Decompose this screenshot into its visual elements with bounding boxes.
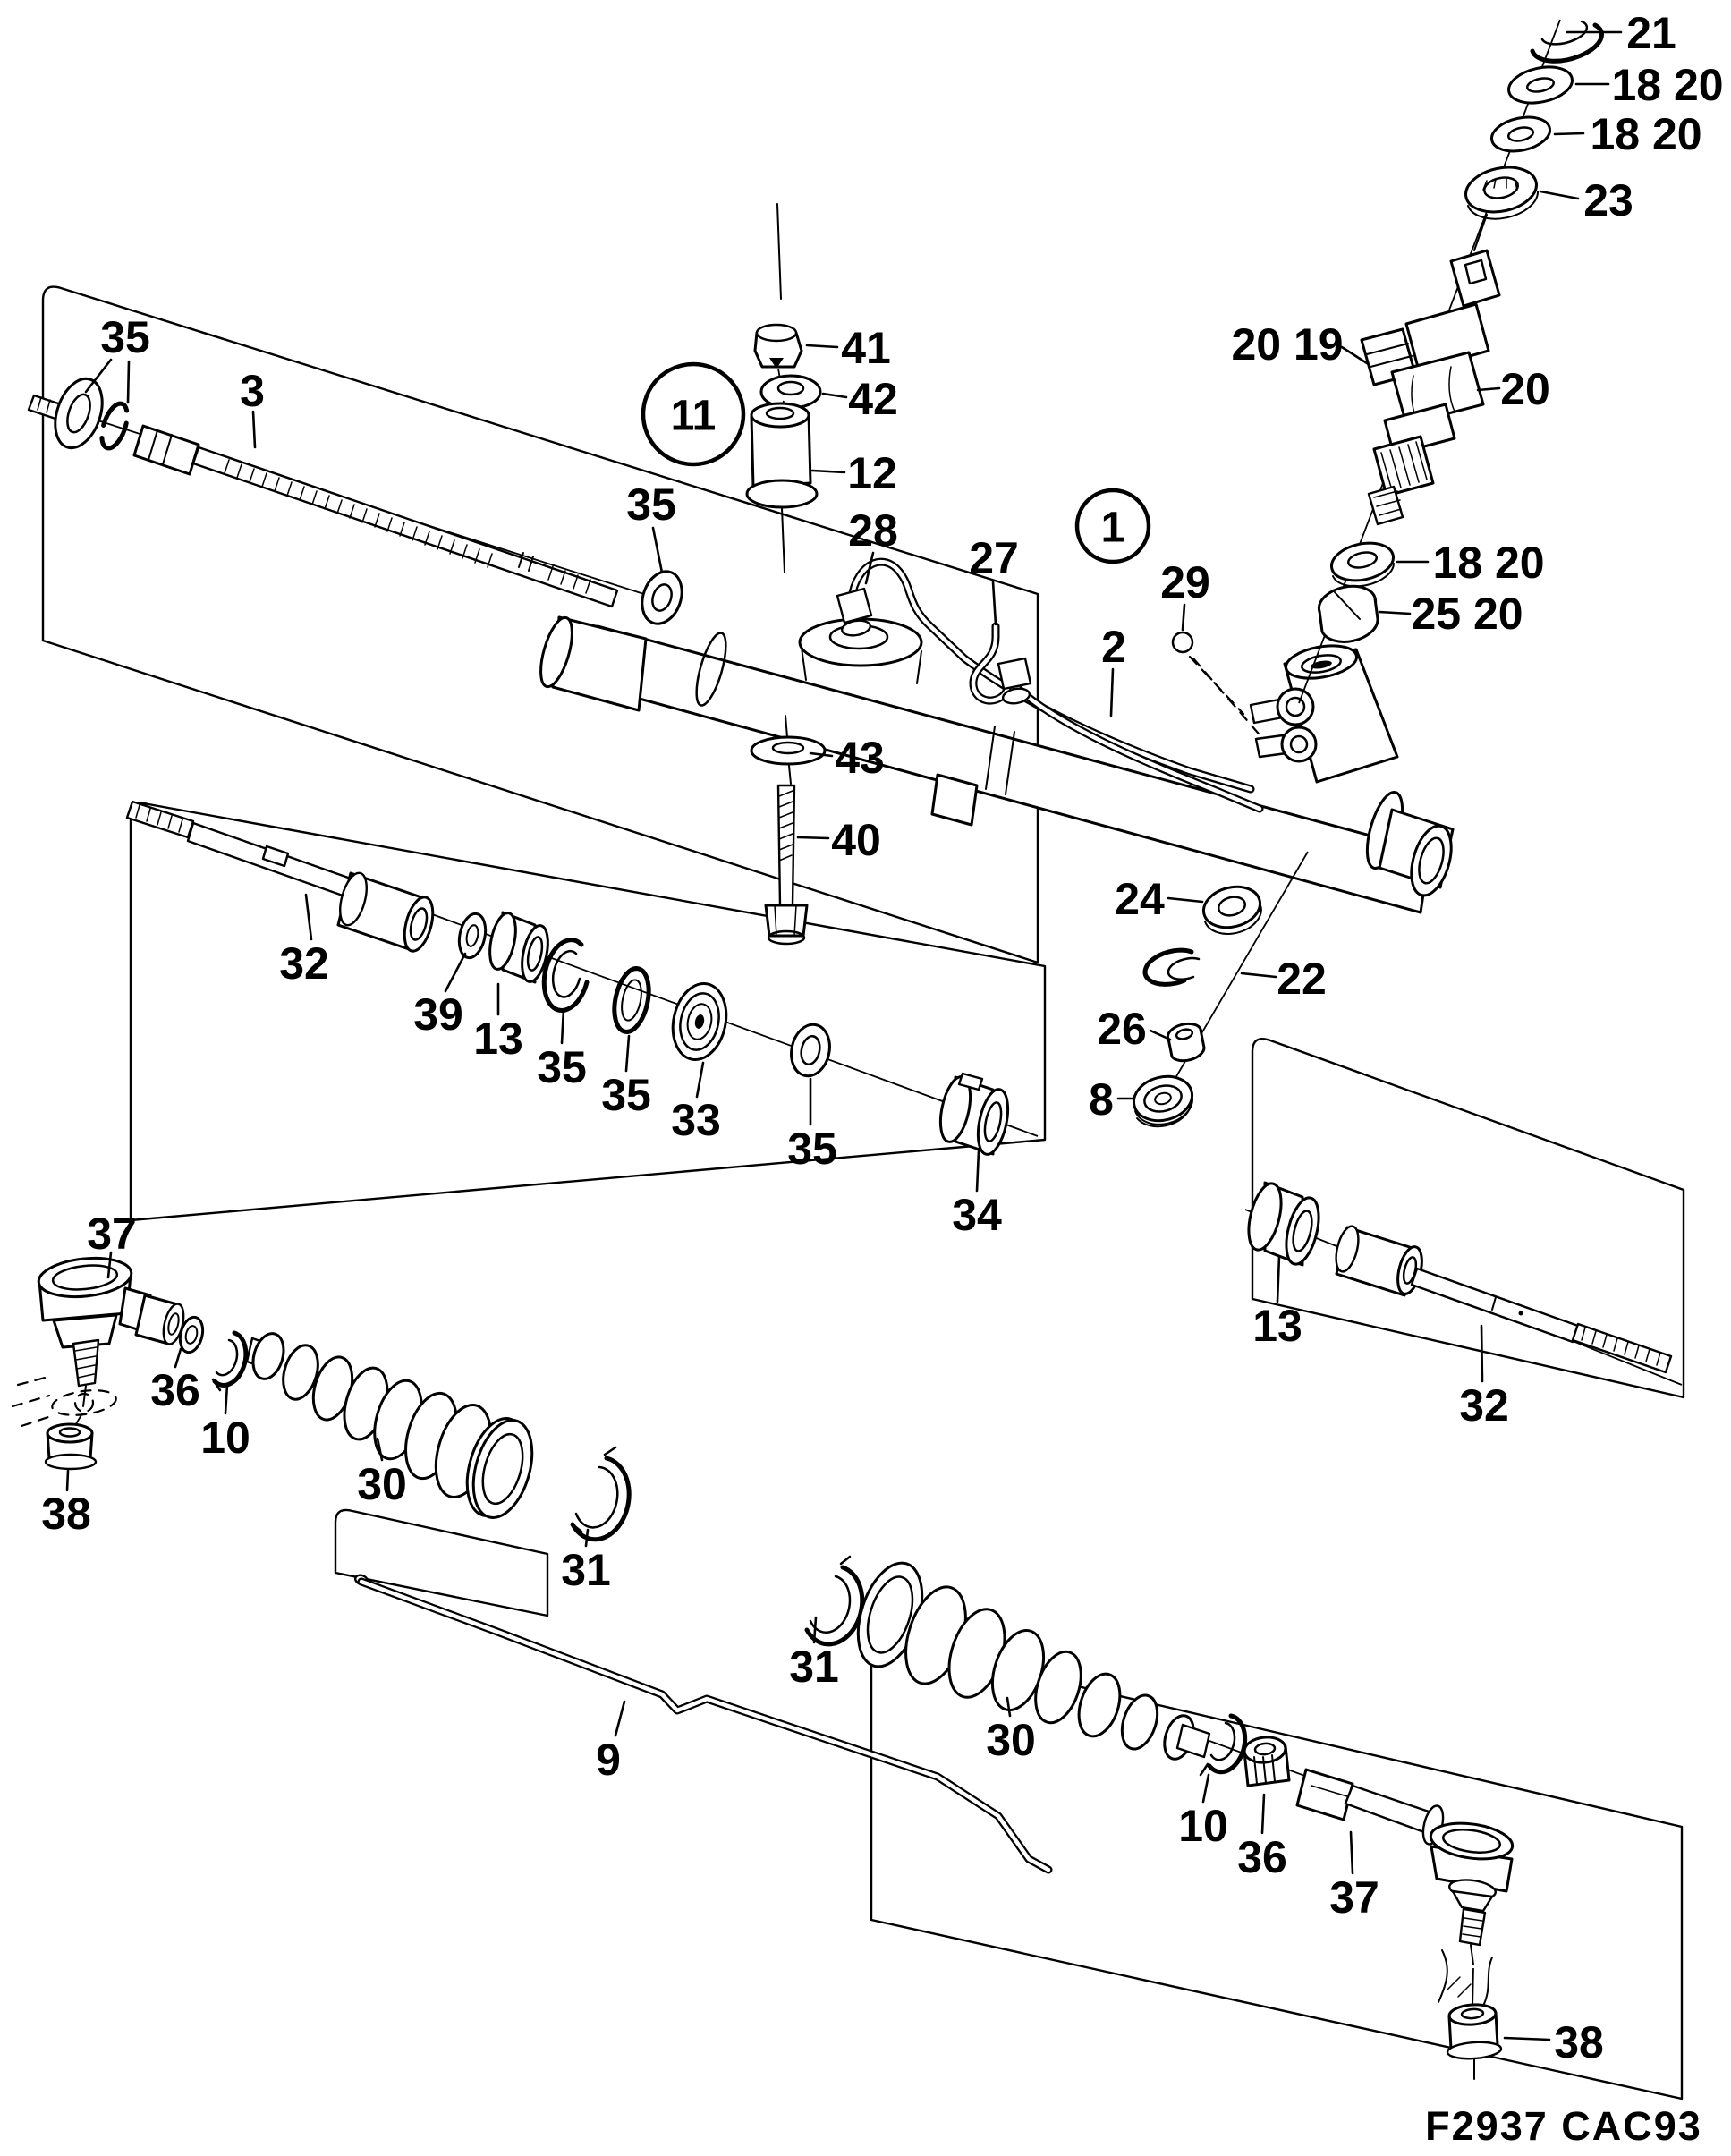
leader-36-44 bbox=[1262, 1795, 1264, 1833]
pipe-28-fitting bbox=[837, 589, 871, 623]
ref-29-ball bbox=[1173, 632, 1192, 652]
part-label-41-12: 41 bbox=[841, 323, 891, 373]
bushing-25-20 bbox=[1316, 581, 1379, 642]
part-label-10-36: 10 bbox=[200, 1413, 250, 1463]
leader-27-11 bbox=[993, 581, 996, 624]
part-label-36-35: 36 bbox=[150, 1365, 200, 1415]
bearing-24 bbox=[1200, 881, 1265, 934]
part-label-8-31: 8 bbox=[1089, 1074, 1114, 1125]
knuckle-break-right bbox=[1438, 1950, 1492, 2011]
leader-35-23 bbox=[562, 1009, 564, 1043]
nut-26 bbox=[1166, 1021, 1204, 1061]
seal-ring-35-e bbox=[786, 1021, 834, 1079]
leader-35-24 bbox=[626, 1036, 629, 1071]
inner-tie-rod-left bbox=[127, 802, 1038, 1157]
part-label-30-42: 30 bbox=[986, 1715, 1036, 1765]
part-label-2-9: 2 bbox=[1101, 622, 1126, 672]
leader-24-28 bbox=[1168, 898, 1202, 902]
inner-tie-rod-right bbox=[1243, 1180, 1682, 1385]
part-label-33-25: 33 bbox=[671, 1095, 721, 1145]
clamp-31-left bbox=[573, 1447, 629, 1540]
leader-13-32 bbox=[1277, 1256, 1279, 1302]
leader-32-20 bbox=[306, 895, 311, 939]
leader-12-14 bbox=[812, 471, 844, 472]
leader-18-20-2 bbox=[1555, 133, 1583, 134]
leader-31-39 bbox=[586, 1530, 588, 1546]
part-label-31-39: 31 bbox=[561, 1545, 611, 1595]
bearing-23 bbox=[1462, 161, 1540, 218]
part-label-25-20-7: 25 20 bbox=[1411, 589, 1523, 639]
knuckle-arm-dashed-left bbox=[13, 1376, 117, 1426]
snap-ring-35-c bbox=[544, 940, 587, 1011]
valve-housing bbox=[1251, 641, 1397, 782]
part-label-35-15: 35 bbox=[626, 480, 676, 530]
part-label-13-22: 13 bbox=[473, 1014, 523, 1064]
part-label-32-33: 32 bbox=[1459, 1380, 1509, 1430]
leader-35-15 bbox=[653, 528, 662, 573]
leader-10-43 bbox=[1203, 1775, 1209, 1802]
part-label-20-5: 20 bbox=[1500, 364, 1550, 414]
leader-34-27 bbox=[977, 1150, 979, 1191]
part-label-18-20-6: 18 20 bbox=[1432, 538, 1545, 588]
mount-bolt-column bbox=[747, 204, 825, 944]
leader-22-29 bbox=[1242, 973, 1276, 977]
part-label-35-24: 35 bbox=[601, 1070, 651, 1120]
leader-2-9 bbox=[1111, 669, 1113, 716]
part-label-40-19: 40 bbox=[831, 815, 881, 865]
part-label-42-13: 42 bbox=[848, 374, 898, 424]
leader-23-3 bbox=[1540, 191, 1578, 199]
part-label-35-16: 35 bbox=[100, 312, 150, 362]
leader-9-40 bbox=[615, 1702, 624, 1736]
pipe-27-fitting bbox=[998, 658, 1031, 689]
leader-40-19 bbox=[798, 837, 828, 838]
leader-41-12 bbox=[807, 345, 837, 347]
snap-ring-22 bbox=[1145, 950, 1199, 984]
part-label-34-27: 34 bbox=[952, 1190, 1002, 1240]
leader-25-20-7 bbox=[1379, 612, 1410, 614]
leader-3-17 bbox=[253, 412, 255, 447]
part-label-31-41: 31 bbox=[789, 1642, 839, 1692]
o-ring-35-d bbox=[609, 965, 654, 1035]
washer-35-middle bbox=[635, 566, 688, 629]
part-label-43-18: 43 bbox=[835, 733, 885, 783]
part-label-23-3: 23 bbox=[1583, 175, 1633, 225]
assembly-ref-11: 11 bbox=[670, 392, 717, 440]
seal-33 bbox=[666, 979, 734, 1065]
leader-10-36 bbox=[225, 1385, 227, 1413]
part-label-38-37: 38 bbox=[41, 1489, 91, 1539]
leader-35-16 bbox=[128, 361, 129, 403]
part-label-39-21: 39 bbox=[413, 989, 463, 1040]
part-label-35-23: 35 bbox=[537, 1042, 587, 1092]
part-label-9-40: 9 bbox=[596, 1735, 621, 1785]
pinion-splines bbox=[1374, 437, 1433, 496]
part-label-26-30: 26 bbox=[1097, 1004, 1147, 1054]
part-label-35-26: 35 bbox=[787, 1124, 837, 1174]
part-label-12-14: 12 bbox=[847, 448, 897, 498]
part-label-30-38: 30 bbox=[357, 1459, 407, 1509]
part-label-22-29: 22 bbox=[1277, 954, 1327, 1004]
ball-joint-32-left bbox=[335, 870, 438, 955]
leader-38-37 bbox=[67, 1471, 68, 1490]
leader-42-13 bbox=[823, 394, 846, 397]
part-label-18-20-1: 18 20 bbox=[1611, 60, 1724, 110]
bolt-40 bbox=[766, 785, 807, 944]
bushing-13-left bbox=[486, 911, 553, 984]
part-label-38-46: 38 bbox=[1554, 2017, 1604, 2067]
part-label-10-43: 10 bbox=[1178, 1801, 1228, 1851]
part-label-13-32: 13 bbox=[1252, 1301, 1302, 1351]
leader-20-5 bbox=[1478, 388, 1499, 390]
cap-8 bbox=[1129, 1071, 1197, 1127]
rack-bar bbox=[29, 372, 666, 607]
nut-38-left bbox=[46, 1413, 96, 1469]
nut-38-right bbox=[1447, 2003, 1501, 2079]
leader-33-25 bbox=[697, 1063, 703, 1097]
leader-38-46 bbox=[1505, 2038, 1549, 2040]
washer-43 bbox=[751, 737, 825, 764]
leader-32-33 bbox=[1481, 1326, 1482, 1381]
part-label-21-0: 21 bbox=[1626, 8, 1676, 58]
part-label-29-8: 29 bbox=[1160, 557, 1210, 607]
figure-code: F2937 CAC93 bbox=[1425, 2103, 1702, 2149]
washer-18-20-a bbox=[1506, 62, 1575, 108]
part-label-20-19-4: 20 19 bbox=[1231, 319, 1344, 369]
part-label-37-34: 37 bbox=[87, 1209, 137, 1259]
ball-housing-37-left bbox=[37, 1254, 133, 1347]
part-label-27-11: 27 bbox=[969, 533, 1019, 583]
part-label-3-17: 3 bbox=[240, 366, 265, 416]
bearing-18-20-c bbox=[1328, 538, 1397, 586]
spacer-12 bbox=[747, 403, 817, 507]
nut-36-right bbox=[1243, 1736, 1289, 1786]
leader-39-21 bbox=[445, 954, 465, 991]
part-label-36-44: 36 bbox=[1237, 1832, 1287, 1882]
part-label-28-10: 28 bbox=[848, 505, 898, 556]
part-label-32-20: 32 bbox=[279, 938, 329, 989]
clamp-10-left bbox=[213, 1333, 246, 1390]
part-label-18-20-2: 18 20 bbox=[1590, 109, 1702, 159]
washer-39 bbox=[455, 912, 489, 961]
leader-29-8 bbox=[1183, 605, 1184, 630]
ball-stud-left bbox=[73, 1340, 98, 1406]
part-label-37-45: 37 bbox=[1329, 1872, 1379, 1923]
leader-37-45 bbox=[1351, 1832, 1353, 1873]
leader-36-35 bbox=[175, 1349, 181, 1367]
bellows-left bbox=[247, 1330, 629, 1540]
assembly-ref-1: 1 bbox=[1100, 504, 1125, 552]
bushing-13-right bbox=[1243, 1180, 1324, 1267]
washer-18-20-b bbox=[1489, 113, 1553, 157]
part-label-24-28: 24 bbox=[1115, 874, 1165, 924]
ball-stud-right bbox=[1460, 1909, 1485, 1965]
